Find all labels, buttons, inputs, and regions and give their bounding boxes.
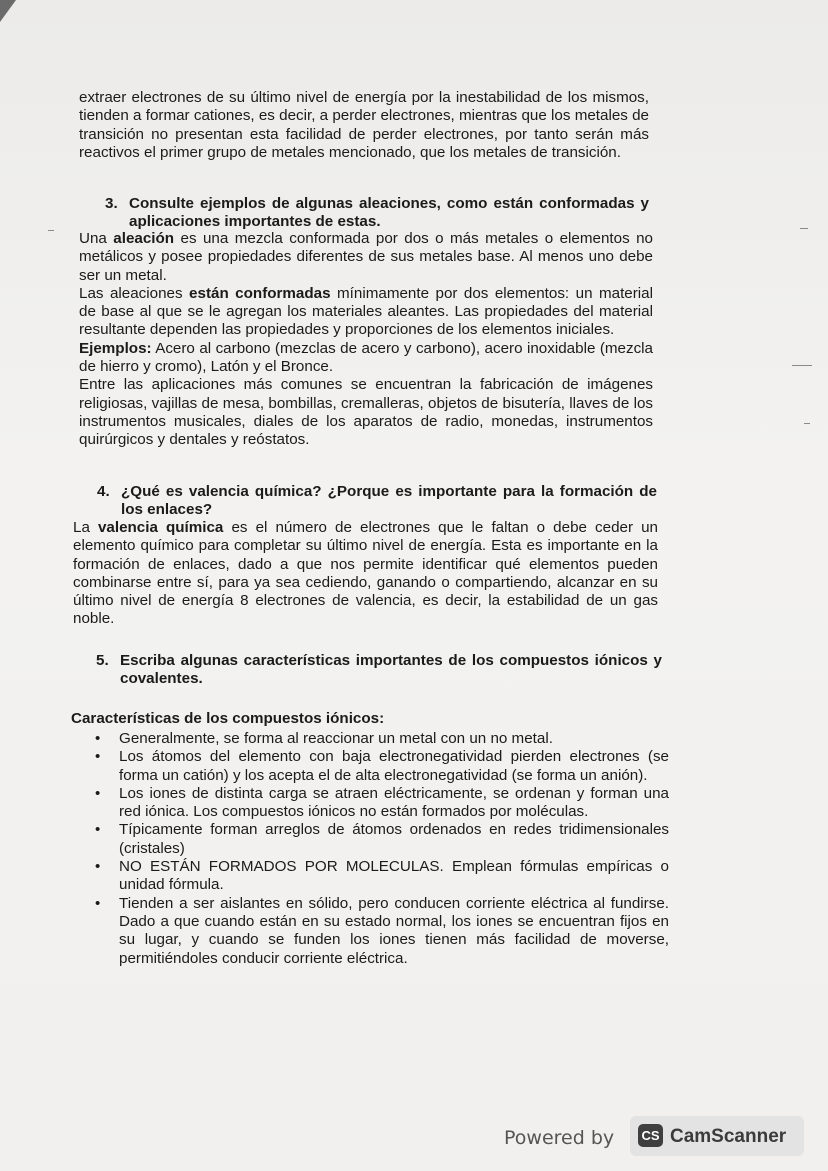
scan-mark: [800, 228, 808, 229]
powered-by-text: Powered by: [504, 1127, 615, 1149]
answer-3-applications: Entre las aplicaciones más comunes se encuentran la fabricación de imágenes religiosas, vajillas de mesa, bombillas, cremalleras, objetos de bisutería, llaves de los instrumentos musicales, diales de los aparatos de radio, monedas, instrumentos quirúrgicos y dentales y reóstatos.: [79, 376, 653, 449]
ionic-subheading: Características de los compuestos iónicos:: [71, 710, 385, 727]
intro-paragraph: extraer electrones de su último nivel de energía por la inestabilidad de los mismos, tienden a formar cationes, es decir, a perder electrones, mientras que los metales de transición no presentan esta facilidad de perder electrones, por tanto serán más reactivos el primer grupo de metales mencionado, que los metales de transición.: [79, 89, 649, 161]
question-5-heading: [96, 652, 662, 687]
list-item: • Los iones de distinta carga se atraen eléctricamente, se ordenan y forman una red iónica. Los compuestos iónicos no están formados por moléculas.: [95, 785, 669, 822]
camscanner-brand: CamScanner: [670, 1126, 787, 1147]
question-4-number: 4.: [97, 483, 110, 500]
question-5-number: 5.: [96, 652, 109, 669]
list-item: • Generalmente, se forma al reaccionar un metal con un no metal.: [95, 730, 669, 748]
list-item: • Los átomos del elemento con baja electronegatividad pierden electrones (se forma un catión) y los acepta el de alta electronegatividad (se forma un anión).: [95, 748, 669, 785]
answer-4: [73, 519, 658, 629]
camscanner-watermark: [496, 1114, 806, 1160]
list-item: • NO ESTÁN FORMADOS POR MOLECULAS. Emplean fórmulas empíricas o unidad fórmula.: [95, 858, 669, 895]
scan-mark: [804, 423, 810, 424]
list-item: • Tienden a ser aislantes en sólido, pero conducen corriente eléctrica al fundirse. Dado a que cuando están en su estado normal, los iones se encuentran fijos en su lugar, y cuando se funden los iones tienen más facilidad de moverse, permitiéndoles conducir corriente eléctrica.: [95, 895, 669, 968]
answer-3-composition: Las aleaciones están conformadas mínimamente por dos elementos: un material de base al que se le agregan los materiales aleantes. Las propiedades del material resultante dependen las propiedades y proporciones de los elementos iniciales.: [79, 284, 653, 339]
answer-3: [79, 230, 653, 450]
intro-paragraph-block: [79, 89, 649, 162]
question-4-title: ¿Qué es valencia química? ¿Porque es importante para la formación de los enlaces?: [121, 483, 657, 518]
question-3-number: 3.: [105, 195, 118, 212]
camscanner-badge: [630, 1116, 804, 1156]
question-5-title: Escriba algunas características importantes de los compuestos iónicos y covalentes.: [120, 652, 662, 687]
question-3-heading: [105, 195, 649, 230]
folded-corner: [0, 0, 16, 22]
ionic-characteristics-list: [95, 730, 669, 968]
scan-mark: [792, 365, 812, 366]
question-4-heading: [97, 483, 657, 518]
list-item: • Típicamente forman arreglos de átomos ordenados en redes tridimensionales (cristales): [95, 821, 669, 858]
scan-mark: [48, 230, 54, 231]
question-3-title: Consulte ejemplos de algunas aleaciones, como están conformadas y aplicaciones importantes de estas.: [129, 195, 649, 230]
answer-3-definition: Una aleación es una mezcla conformada por dos o más metales o elementos no metálicos y posee propiedades diferentes de sus metales base. Al menos uno debe ser un metal.: [79, 230, 653, 284]
answer-3-examples: Ejemplos: Acero al carbono (mezclas de acero y carbono), acero inoxidable (mezcla de hierro y cromo), Latón y el Bronce.: [79, 339, 653, 376]
camscanner-logo-icon: CS: [638, 1124, 663, 1147]
answer-4-text: La valencia química es el número de electrones que le faltan o debe ceder un elemento químico para completar su último nivel de energía. Esta es importante en la formación de enlaces, dado a que nos permite identificar qué elementos pueden combinarse entre sí, para ya sea cediendo, ganando o compartiendo, alcanzar en su último nivel de energía 8 electrones de valencia, es decir, la estabilidad de un gas noble.: [73, 519, 658, 628]
